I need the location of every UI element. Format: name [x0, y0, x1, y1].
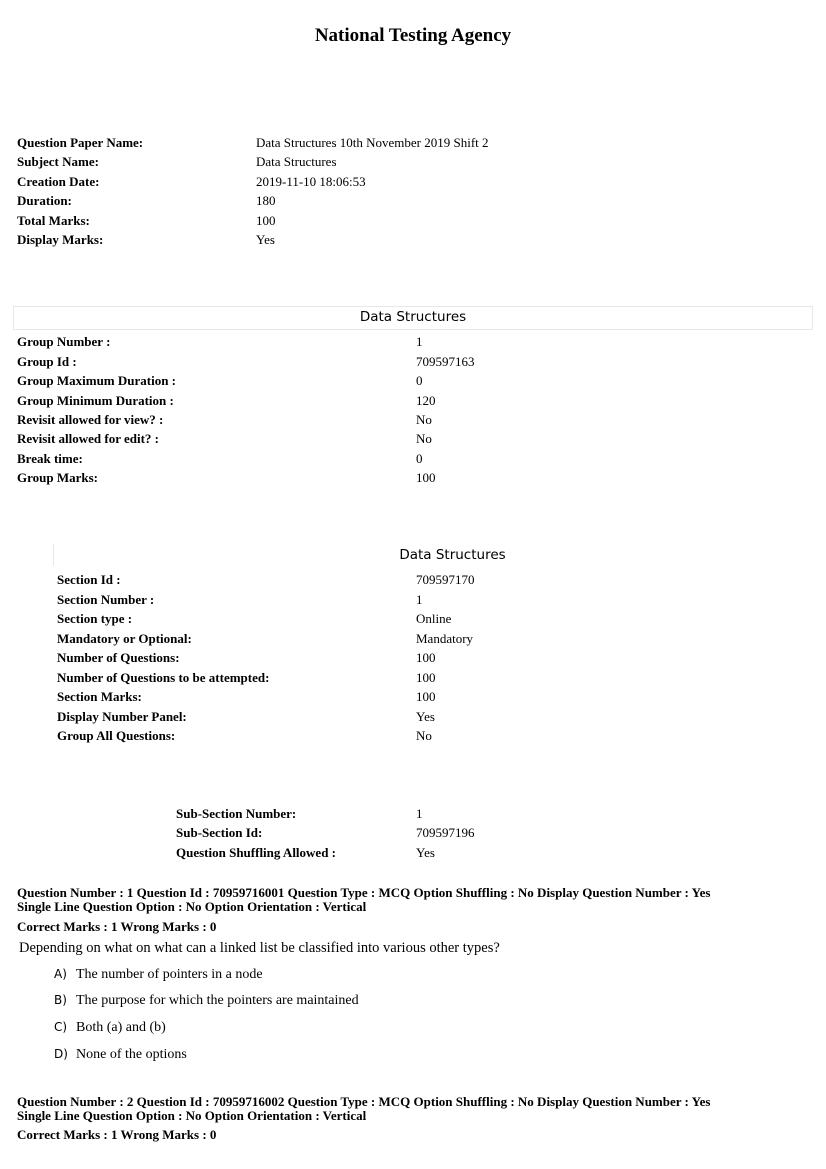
question-meta: Question Number : 2 Question Id : 70959716002 Question Type : MCQ Option Shuffling : No Display Question Number : Yes — [17, 1094, 711, 1109]
question-text: Depending on what on what can a linked list be classified into various other types? — [19, 940, 500, 956]
section-field-label: Number of Questions to be attempted: — [57, 670, 270, 685]
subsection-field-label: Sub-Section Number: — [176, 806, 297, 821]
section-heading-rule — [53, 544, 54, 566]
question-meta: Question Number : 1 Question Id : 70959716001 Question Type : MCQ Option Shuffling : No Display Question Number : Yes — [17, 885, 711, 900]
paper-info-value: Data Structures — [256, 154, 337, 169]
section-field-value: 100 — [416, 689, 436, 704]
section-field-label: Section Id : — [57, 572, 121, 587]
option-c — [54, 1020, 166, 1036]
group-heading: Data Structures — [359, 309, 467, 325]
section-field-label: Display Number Panel: — [57, 709, 187, 724]
page-title: National Testing Agency — [314, 25, 512, 46]
group-field-label: Break time: — [17, 451, 83, 466]
group-field-value: 120 — [416, 393, 436, 408]
option-a — [54, 967, 263, 983]
section-field-value: Yes — [416, 709, 435, 724]
option-letter: B) — [54, 993, 67, 1007]
section-field-label: Mandatory or Optional: — [57, 631, 192, 646]
group-field-value: 709597163 — [416, 354, 475, 369]
paper-info-value: Data Structures 10th November 2019 Shift 2 — [256, 135, 489, 150]
group-field-value: 0 — [416, 373, 423, 388]
option-text: Both (a) and (b) — [76, 1020, 166, 1035]
option-text: The number of pointers in a node — [76, 967, 263, 982]
question-marks: Correct Marks : 1 Wrong Marks : 0 — [17, 1127, 217, 1142]
group-field-label: Group Id : — [17, 354, 77, 369]
question-marks: Correct Marks : 1 Wrong Marks : 0 — [17, 919, 217, 934]
group-field-value: 100 — [416, 470, 436, 485]
option-d — [54, 1047, 187, 1063]
section-field-label: Section Number : — [57, 592, 155, 607]
paper-info-value: 180 — [256, 193, 276, 208]
paper-info-value: 100 — [256, 213, 276, 228]
option-letter: D) — [54, 1047, 68, 1061]
subsection-field-label: Sub-Section Id: — [176, 825, 263, 840]
paper-info-label: Subject Name: — [17, 154, 99, 169]
group-field-label: Group Minimum Duration : — [17, 393, 174, 408]
group-field-value: 1 — [416, 334, 423, 349]
group-field-value: No — [416, 431, 432, 446]
paper-info-value: Yes — [256, 232, 275, 247]
option-letter: C) — [54, 1020, 68, 1034]
paper-info-label: Question Paper Name: — [17, 135, 144, 150]
section-field-value: 709597170 — [416, 572, 475, 587]
question-meta: Single Line Question Option : No Option Orientation : Vertical — [17, 1108, 367, 1123]
group-field-label: Group Marks: — [17, 470, 99, 485]
section-field-label: Number of Questions: — [57, 650, 180, 665]
option-text: The purpose for which the pointers are maintained — [76, 993, 359, 1008]
group-field-label: Group Maximum Duration : — [17, 373, 177, 388]
section-field-value: 100 — [416, 650, 436, 665]
group-field-label: Revisit allowed for view? : — [17, 412, 164, 427]
option-text: None of the options — [76, 1047, 187, 1062]
subsection-field-label: Question Shuffling Allowed : — [176, 845, 337, 860]
paper-info-label: Display Marks: — [17, 232, 104, 247]
section-field-label: Group All Questions: — [57, 728, 176, 743]
section-field-value: Mandatory — [416, 631, 474, 646]
option-b — [54, 993, 359, 1009]
option-letter: A) — [54, 967, 67, 981]
subsection-field-value: Yes — [416, 845, 435, 860]
group-field-label: Group Number : — [17, 334, 111, 349]
group-field-value: 0 — [416, 451, 423, 466]
section-field-label: Section type : — [57, 611, 133, 626]
subsection-field-value: 709597196 — [416, 825, 475, 840]
paper-info-label: Total Marks: — [17, 213, 90, 228]
group-field-label: Revisit allowed for edit? : — [17, 431, 160, 446]
section-field-value: Online — [416, 611, 452, 626]
paper-info-value: 2019-11-10 18:06:53 — [256, 174, 366, 189]
question-meta: Single Line Question Option : No Option Orientation : Vertical — [17, 899, 367, 914]
section-field-value: 100 — [416, 670, 436, 685]
section-heading: Data Structures — [399, 547, 506, 563]
section-field-value: No — [416, 728, 432, 743]
subsection-field-value: 1 — [416, 806, 423, 821]
section-field-label: Section Marks: — [57, 689, 142, 704]
paper-info-label: Duration: — [17, 193, 72, 208]
section-field-value: 1 — [416, 592, 423, 607]
group-field-value: No — [416, 412, 432, 427]
paper-info-label: Creation Date: — [17, 174, 100, 189]
